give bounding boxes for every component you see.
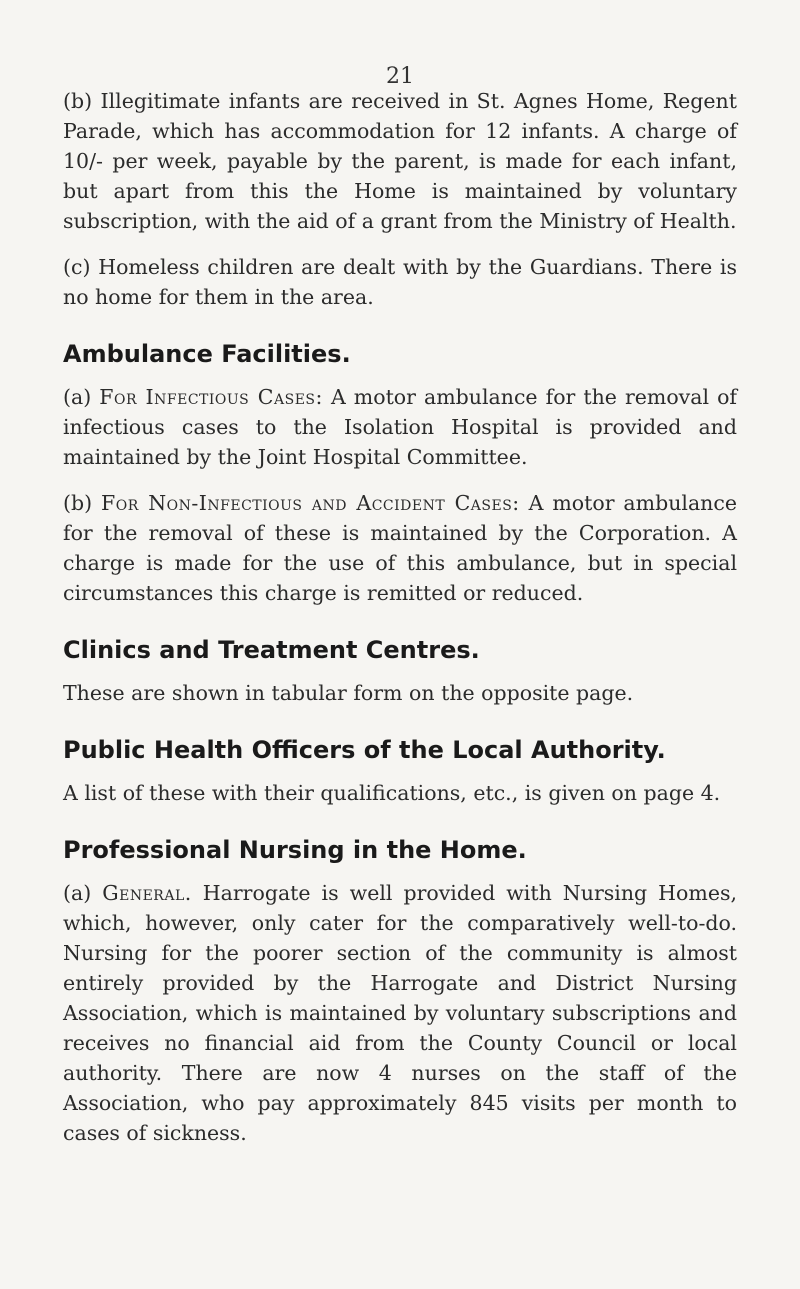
heading-public-health-officers: Public Health Officers of the Local Authority.: [63, 736, 666, 764]
heading-ambulance-facilities: Ambulance Facilities.: [63, 340, 351, 368]
paragraph-text: Homeless children are dealt with by the Guardians. There is no home for them in the area.: [63, 255, 737, 309]
paragraph-non-infectious-cases: [63, 488, 737, 608]
item-title: For Infectious Cases:: [99, 385, 323, 409]
item-label: (c): [63, 255, 91, 279]
paragraph-homeless-children: [63, 252, 737, 312]
paragraph-nursing-general: [63, 878, 737, 1148]
paragraph-officers: A list of these with their qualifications, etc., is given on page 4.: [63, 781, 721, 805]
paragraph-text: Illegitimate infants are received in St. Agnes Home, Regent Parade, which has accommodation for 12 infants. A charge of 10/- per week, payable by the parent, is made for each infant, but apart from this the Home is maintained by voluntary subscription, with the aid of a grant from the Ministry of Health.: [63, 89, 737, 233]
item-title: General.: [102, 881, 192, 905]
item-label: (b): [63, 89, 93, 113]
page-content: [63, 86, 737, 1148]
item-label: (b): [63, 491, 93, 515]
heading-clinics: Clinics and Treatment Centres.: [63, 636, 480, 664]
heading-professional-nursing: Professional Nursing in the Home.: [63, 836, 527, 864]
paragraph-text: A motor ambulance for the removal of these is maintained by the Corporation. A charge is made for the use of this ambulance, but in special circumstances this charge is remitted or reduced.: [63, 491, 737, 605]
paragraph-text: A motor ambulance for the removal of infectious cases to the Isolation Hospital is provided and maintained by the Joint Hospital Committee.: [63, 385, 738, 469]
item-title: For Non-Infectious and Accident Cases:: [101, 491, 520, 515]
paragraph-illegitimate-infants: [63, 86, 737, 236]
paragraph-clinics: These are shown in tabular form on the opposite page.: [63, 681, 634, 705]
item-label: (a): [63, 881, 92, 905]
paragraph-text: Harrogate is well provided with Nursing Homes, which, however, only cater for the comparatively well-to-do. Nursing for the poorer section of the community is almost entirely provided by the Harrogate and District Nursing Association, which is maintained by voluntary subscriptions and receives no financial aid from the County Council or local authority. There are now 4 nurses on the staff of the Association, who pay approximately 845 visits per month to cases of sickness.: [63, 881, 737, 1145]
paragraph-infectious-cases: [63, 382, 737, 472]
page-number: 21: [386, 64, 414, 89]
item-label: (a): [63, 385, 92, 409]
